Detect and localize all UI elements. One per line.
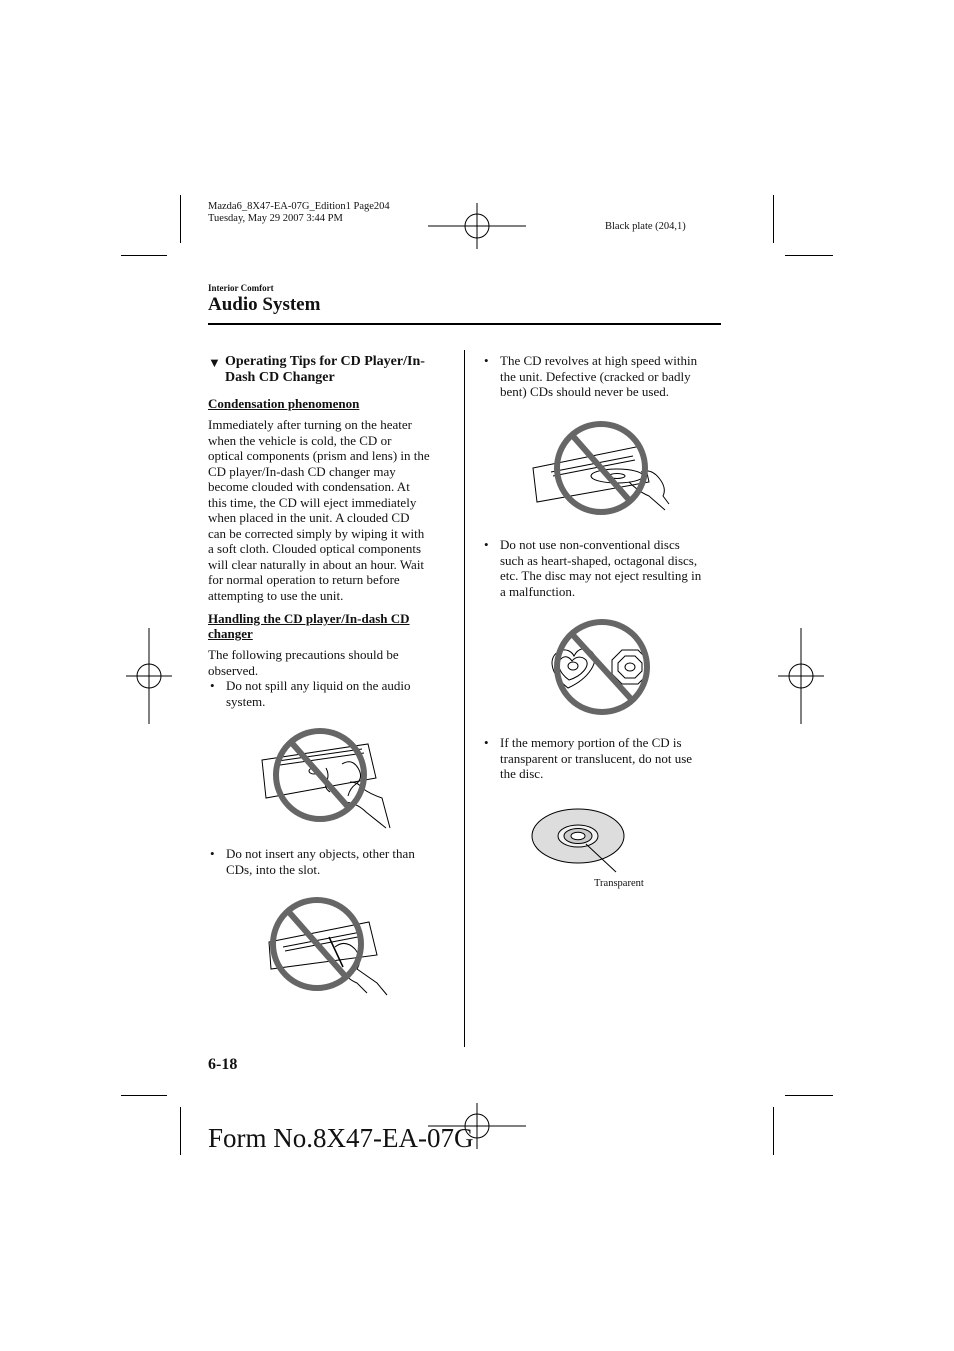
- crop-mark: [180, 195, 181, 243]
- paragraph-line: a soft cloth. Clouded optical components: [208, 541, 422, 556]
- bullet-text: Do not insert any objects, other than: [226, 846, 415, 861]
- paragraph-line: this time, the CD will eject immediately: [208, 494, 417, 510]
- subheading-condensation: Condensation phenomenon: [208, 396, 360, 411]
- bullet-text: a malfunction.: [500, 584, 576, 599]
- bullet-text: such as heart-shaped, octagonal discs,: [500, 553, 698, 568]
- print-job-line: Mazda6_8X47-EA-07G_Edition1 Page204: [208, 201, 390, 212]
- crop-mark: [121, 255, 167, 256]
- page-number: 6-18: [208, 1056, 238, 1073]
- section-heading: Dash CD Changer: [225, 370, 335, 385]
- crop-mark: [180, 1107, 181, 1155]
- print-job-date: Tuesday, May 29 2007 3:44 PM: [208, 213, 343, 224]
- bullet-text: bent) CDs should never be used.: [500, 384, 669, 399]
- subheading-handling: changer: [208, 626, 253, 641]
- header-rule: [208, 323, 721, 325]
- bullet-text: If the memory portion of the CD is: [500, 735, 682, 750]
- registration-mark-icon: [126, 628, 172, 724]
- crop-mark: [121, 1095, 167, 1096]
- bullet-text: CDs, into the slot.: [226, 862, 321, 877]
- paragraph-line: observed.: [208, 663, 259, 678]
- bullet-text: system.: [226, 694, 266, 709]
- paragraph-line: for normal operation to return before: [208, 572, 400, 587]
- paragraph-line: can be corrected simply by wiping it with: [208, 525, 425, 541]
- crop-mark: [773, 1107, 774, 1155]
- condensation-paragraph: [208, 417, 430, 603]
- bullet-text: the unit. Defective (cracked or badly: [500, 369, 691, 384]
- paragraph-line: will clear naturally in about an hour. Wait: [208, 556, 425, 572]
- heading-marker: ▼: [208, 355, 221, 370]
- crop-mark: [785, 1095, 833, 1096]
- paragraph-line: Immediately after turning on the heater: [208, 417, 412, 432]
- nonconventional-disc-illustration: [546, 618, 656, 718]
- bullet-item: [210, 846, 450, 878]
- bullet-dot: •: [210, 678, 215, 693]
- bullet-item: [484, 735, 724, 783]
- bullet-text: The CD revolves at high speed within: [500, 353, 698, 368]
- bullet-item: [484, 537, 724, 601]
- bullet-text: etc. The disc may not eject resulting in: [500, 568, 702, 583]
- bullet-text: Do not spill any liquid on the audio: [226, 678, 411, 693]
- paragraph-line: The following precautions should be: [208, 647, 399, 662]
- bullet-text: the disc.: [500, 766, 544, 781]
- bullet-item: [484, 353, 724, 401]
- subheading-handling: Handling the CD player/In-dash CD: [208, 611, 410, 626]
- bullet-dot: •: [484, 735, 489, 750]
- crop-mark: [773, 195, 774, 243]
- column-divider: [464, 350, 465, 1047]
- registration-mark-icon: [428, 203, 526, 249]
- section-label: Interior Comfort: [208, 283, 274, 293]
- paragraph-line: when placed in the unit. A clouded CD: [208, 510, 410, 525]
- paragraph-line: optical components (prism and lens) in the: [208, 448, 430, 463]
- bullet-dot: •: [210, 846, 215, 861]
- plate-label: Black plate (204,1): [605, 221, 686, 232]
- transparent-cd-illustration: [530, 806, 630, 882]
- bullet-text: Do not use non-conventional discs: [500, 537, 680, 552]
- paragraph-line: when the vehicle is cold, the CD or: [208, 432, 392, 448]
- bullet-text: transparent or translucent, do not use: [500, 751, 693, 766]
- bullet-item: [210, 678, 450, 710]
- page-title: Audio System: [208, 294, 321, 315]
- no-liquid-illustration: [258, 728, 393, 830]
- form-number: Form No.8X47-EA-07G: [208, 1123, 474, 1153]
- paragraph-line: become clouded with condensation. At: [208, 479, 410, 494]
- transparent-caption: Transparent: [594, 878, 644, 889]
- section-heading: Operating Tips for CD Player/In-: [225, 354, 425, 369]
- bullet-dot: •: [484, 537, 489, 552]
- bullet-dot: •: [484, 353, 489, 368]
- defective-cd-illustration: [529, 420, 671, 520]
- crop-mark: [785, 255, 833, 256]
- paragraph-line: attempting to use the unit.: [208, 587, 344, 603]
- registration-mark-icon: [778, 628, 824, 724]
- paragraph-line: CD player/In-dash CD changer may: [208, 463, 396, 479]
- no-objects-illustration: [265, 897, 389, 997]
